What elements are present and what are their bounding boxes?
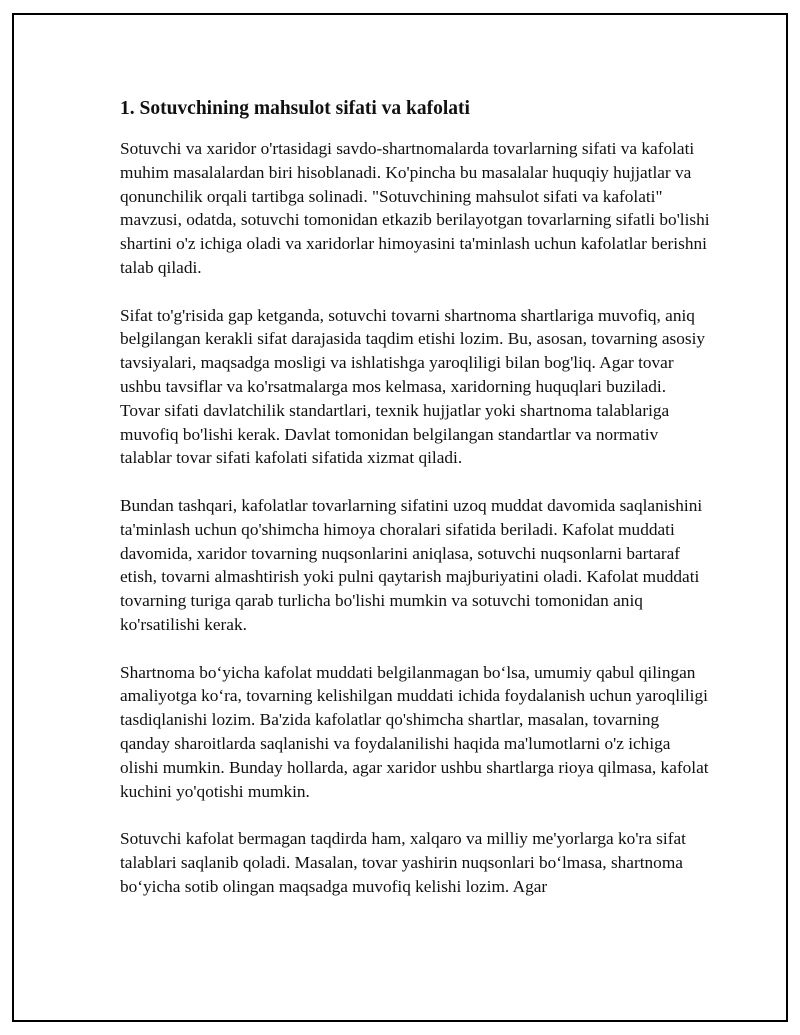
section-heading: 1. Sotuvchining mahsulot sifati va kafolati	[120, 98, 470, 119]
document-page	[12, 13, 788, 1022]
paragraph-no-warranty: Sotuvchi kafolat bermagan taqdirda ham, xalqaro va milliy me'yorlarga ko'ra sifat talablari saqlanib qoladi. Masalan, tovar yashirin nuqsonlari bo‘lmasa, shartnoma bo‘yicha sotib olingan maqsadga muvofiq kelishi lozim. Agar	[120, 829, 686, 896]
paragraph-quality: Sifat to'g'risida gap ketganda, sotuvchi tovarni shartnoma shartlariga muvofiq, aniq belgilangan kerakli sifat darajasida taqdim etishi lozim. Bu, asosan, tovarning asosiy tavsiyalari, maqsadga mosligi va ishlatishga yaroqliligi bilan bog'liq. Agar tovar ushbu tavsiflar va ko'rsatmalarga mos kelmasa, xaridorning huquqlari buziladi. Tovar sifati davlatchilik standartlari, texnik hujjatlar yoki shartnoma talablariga muvofiq bo'lishi kerak. Davlat tomonidan belgilangan standartlar va normativ talablar tovar sifati kafolati sifatida xizmat qiladi.	[120, 305, 706, 468]
document-body	[120, 97, 710, 922]
paragraph-intro: Sotuvchi va xaridor o'rtasidagi savdo-shartnomalarda tovarlarning sifati va kafolati muhim masalalardan biri hisoblanadi. Ko'pincha bu masalalar huquqiy hujjatlar va qonunchilik orqali tartibga solinadi. "Sotuvchining mahsulot sifati va kafolati" mavzusi, odatda, sotuvchi tomonidan etkazib berilayotgan tovarlarning sifatli bo'lishi shartini o'z ichiga oladi va xaridorlar himoyasini ta'minlash uchun kafolatlar berishni talab qiladi.	[120, 139, 710, 277]
paragraph-unspecified-warranty: Shartnoma bo‘yicha kafolat muddati belgilanmagan bo‘lsa, umumiy qabul qilingan amaliyotga ko‘ra, tovarning kelishilgan muddati ichida foydalanish uchun yaroqliligi tasdiqlanishi lozim. Ba'zida kafolatlar qo'shimcha shartlar, masalan, tovarning qanday sharoitlarda saqlanishi va foydalanilishi haqida ma'lumotlarni o'z ichiga olishi mumkin. Bunday hollarda, agar xaridor ushbu shartlarga rioya qilmasa, kafolat kuchini yo'qotishi mumkin.	[120, 662, 709, 801]
paragraph-warranty-period: Bundan tashqari, kafolatlar tovarlarning sifatini uzoq muddat davomida saqlanishini ta'minlash uchun qo'shimcha himoya choralari sifatida beriladi. Kafolat muddati davomida, xaridor tovarning nuqsonlarini aniqlasa, sotuvchi nuqsonlarni bartaraf etish, tovarni almashtirish yoki pulni qaytarish majburiyatini oladi. Kafolat muddati tovarning turiga qarab turlicha bo'lishi mumkin va sotuvchi tomonidan aniq ko'rsatilishi kerak.	[120, 495, 703, 634]
